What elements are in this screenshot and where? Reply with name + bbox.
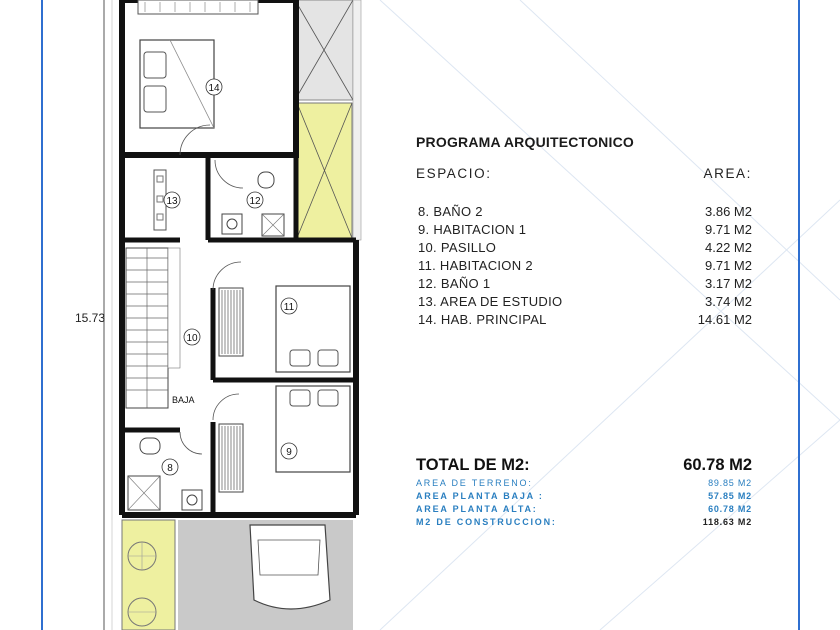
room-label-9: 9 xyxy=(286,447,292,458)
space-area: 3.74 M2 xyxy=(705,294,752,309)
column-header-space: ESPACIO: xyxy=(416,166,492,181)
summary-label: AREA PLANTA ALTA: xyxy=(416,504,538,514)
program-row xyxy=(416,240,752,258)
dimension-label: 15.73 xyxy=(75,311,106,325)
space-name: 12. BAÑO 1 xyxy=(418,276,491,291)
space-area: 4.22 M2 xyxy=(705,240,752,255)
summary-label: AREA PLANTA BAJA : xyxy=(416,491,544,501)
summary-label: AREA DE TERRENO: xyxy=(416,478,533,488)
summary-value: 57.85 M2 xyxy=(708,491,752,501)
total-value: 60.78 M2 xyxy=(683,456,752,474)
summary-row xyxy=(416,491,752,503)
space-area: 9.71 M2 xyxy=(705,258,752,273)
summary-value: 60.78 M2 xyxy=(708,504,752,514)
summary-row xyxy=(416,517,752,529)
program-title: PROGRAMA ARQUITECTONICO xyxy=(416,134,634,150)
space-area: 14.61 M2 xyxy=(697,312,752,327)
space-area: 9.71 M2 xyxy=(705,222,752,237)
space-area: 3.86 M2 xyxy=(705,204,752,219)
side-strip xyxy=(353,0,361,240)
program-row xyxy=(416,204,752,222)
total-row xyxy=(416,456,752,475)
space-area: 3.17 M2 xyxy=(705,276,752,291)
summary-value: 89.85 M2 xyxy=(708,478,752,488)
program-row xyxy=(416,258,752,276)
program-row xyxy=(416,312,752,330)
summary-label: M2 DE CONSTRUCCION: xyxy=(416,517,557,527)
room-label-14: 14 xyxy=(208,83,220,94)
summary-row xyxy=(416,504,752,516)
summary-row xyxy=(416,478,752,490)
space-name: 9. HABITACION 1 xyxy=(418,222,527,237)
summary-value: 118.63 M2 xyxy=(702,517,752,527)
program-row xyxy=(416,294,752,312)
space-name: 10. PASILLO xyxy=(418,240,497,255)
room-label-11: 11 xyxy=(283,302,295,313)
program-row xyxy=(416,222,752,240)
stair-label: BAJA xyxy=(172,395,195,405)
car-outline xyxy=(250,525,330,609)
room-label-10: 10 xyxy=(186,333,198,344)
column-header-area: AREA: xyxy=(703,166,752,181)
total-label: TOTAL DE M2: xyxy=(416,456,530,474)
yellow-garden xyxy=(122,520,175,630)
program-row xyxy=(416,276,752,294)
space-name: 14. HAB. PRINCIPAL xyxy=(418,312,547,327)
space-name: 11. HABITACION 2 xyxy=(418,258,533,273)
room-label-8: 8 xyxy=(167,463,173,474)
space-name: 8. BAÑO 2 xyxy=(418,204,483,219)
space-name: 13. AREA DE ESTUDIO xyxy=(418,294,563,309)
room-label-12: 12 xyxy=(249,196,261,207)
room-label-13: 13 xyxy=(166,196,178,207)
